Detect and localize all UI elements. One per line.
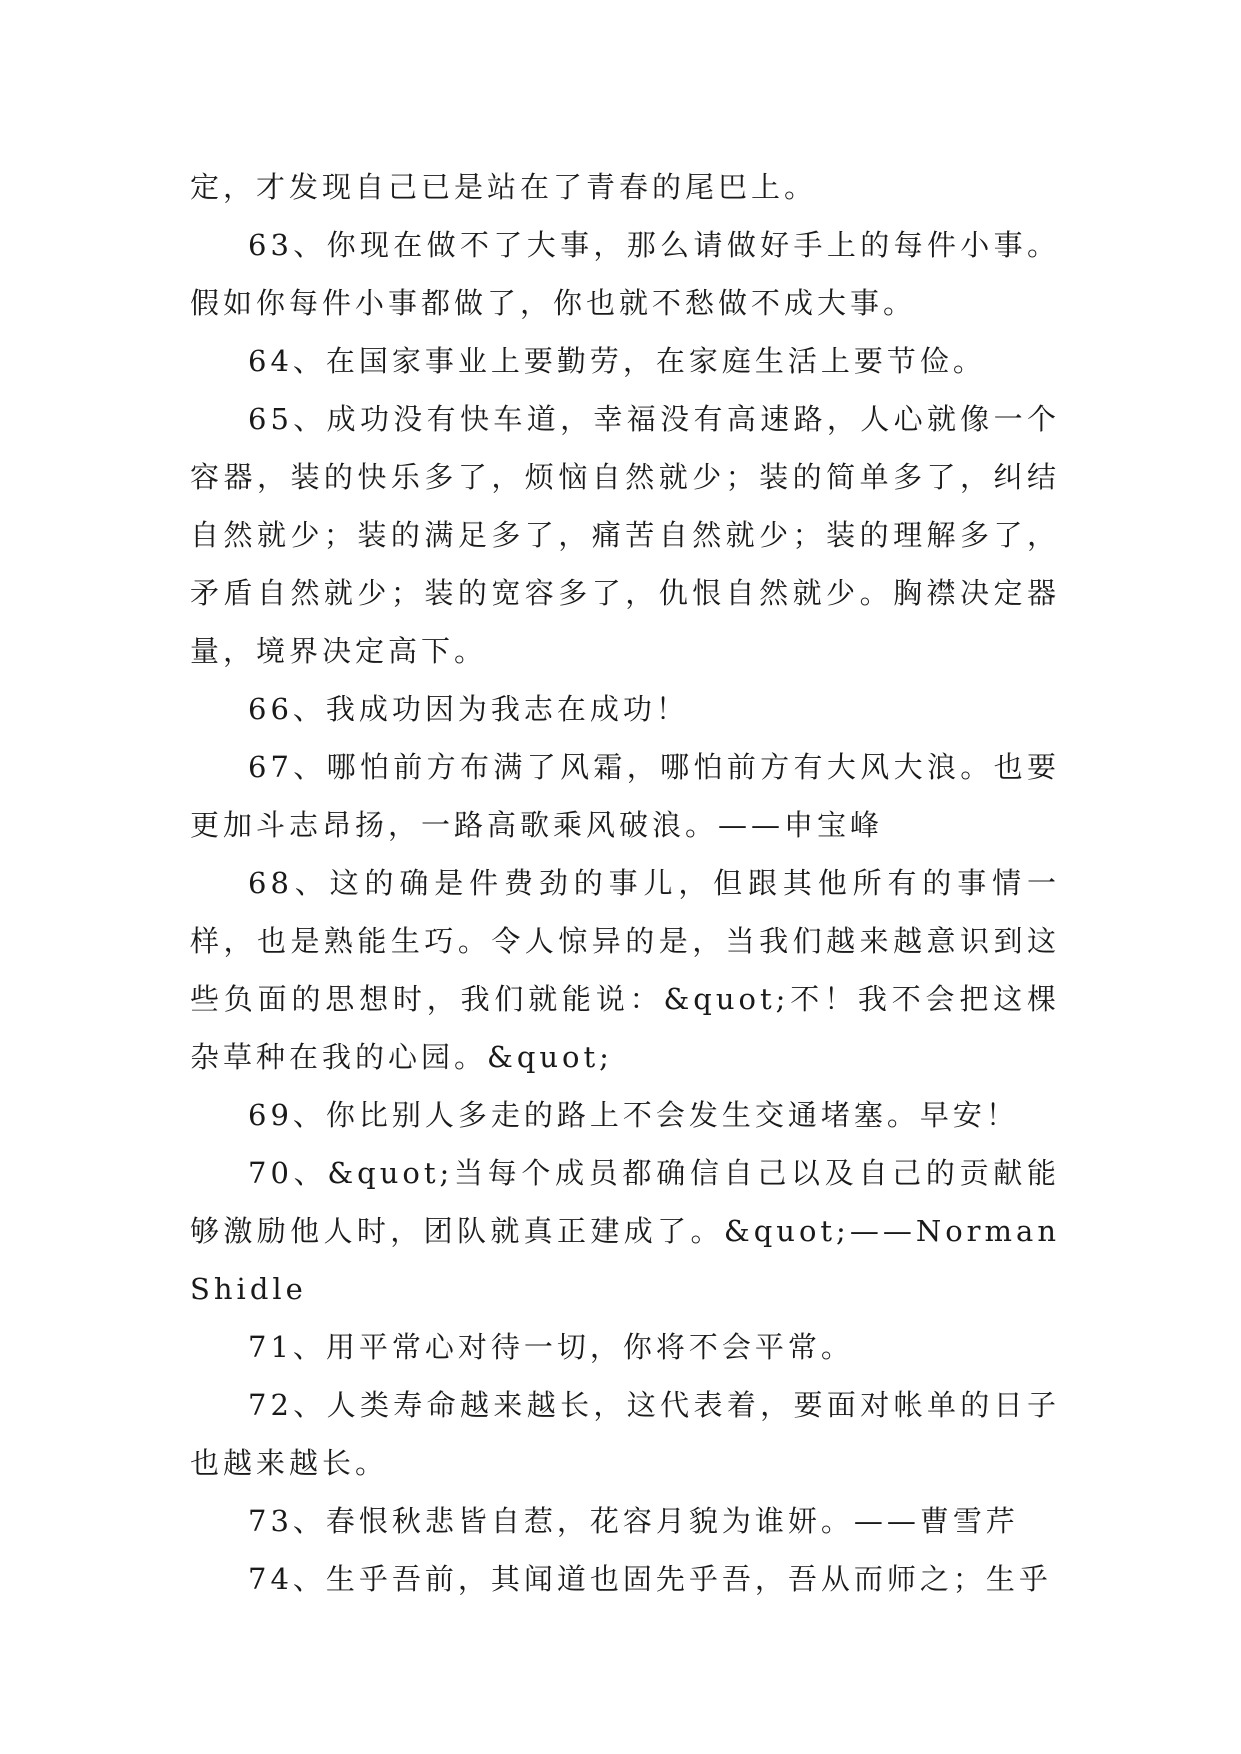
paragraph-74: 74、生乎吾前，其闻道也固先乎吾，吾从而师之；生乎 (248, 1562, 1052, 1596)
paragraph-continuation: 定，才发现自己已是站在了青春的尾巴上。 (190, 170, 818, 204)
paragraph-73: 73、春恨秋悲皆自惹，花容月貌为谁妍。——曹雪芹 (248, 1504, 1019, 1538)
paragraph-66: 66、我成功因为我志在成功！ (248, 692, 689, 726)
paragraph-71: 71、用平常心对待一切，你将不会平常。 (248, 1330, 854, 1364)
paragraph-67: 67、哪怕前方布满了风霜，哪怕前方有大风大浪。也要更加斗志昂扬，一路高歌乘风破浪。——申宝峰 (190, 750, 1060, 842)
paragraph-72: 72、人类寿命越来越长，这代表着，要面对帐单的日子也越来越长。 (190, 1388, 1060, 1480)
paragraph-70: 70、&quot;当每个成员都确信自己以及自己的贡献能够激励他人时，团队就真正建成了。&quot;——Norman Shidle (190, 1156, 1060, 1306)
paragraph-68: 68、这的确是件费劲的事儿，但跟其他所有的事情一样，也是熟能生巧。令人惊异的是，当我们越来越意识到这些负面的思想时，我们就能说：&quot;不！我不会把这棵杂草种在我的心园。&quot; (190, 866, 1060, 1074)
paragraph-64: 64、在国家事业上要勤劳，在家庭生活上要节俭。 (248, 344, 986, 378)
paragraph-65: 65、成功没有快车道，幸福没有高速路，人心就像一个容器，装的快乐多了，烦恼自然就少；装的简单多了，纠结自然就少；装的满足多了，痛苦自然就少；装的理解多了，矛盾自然就少；装的宽容多了，仇恨自然就少。胸襟决定器量，境界决定高下。 (190, 402, 1060, 668)
document-body (190, 158, 1060, 1608)
paragraph-63: 63、你现在做不了大事，那么请做好手上的每件小事。假如你每件小事都做了，你也就不愁做不成大事。 (190, 228, 1060, 320)
paragraph-69: 69、你比别人多走的路上不会发生交通堵塞。早安！ (248, 1098, 1019, 1132)
